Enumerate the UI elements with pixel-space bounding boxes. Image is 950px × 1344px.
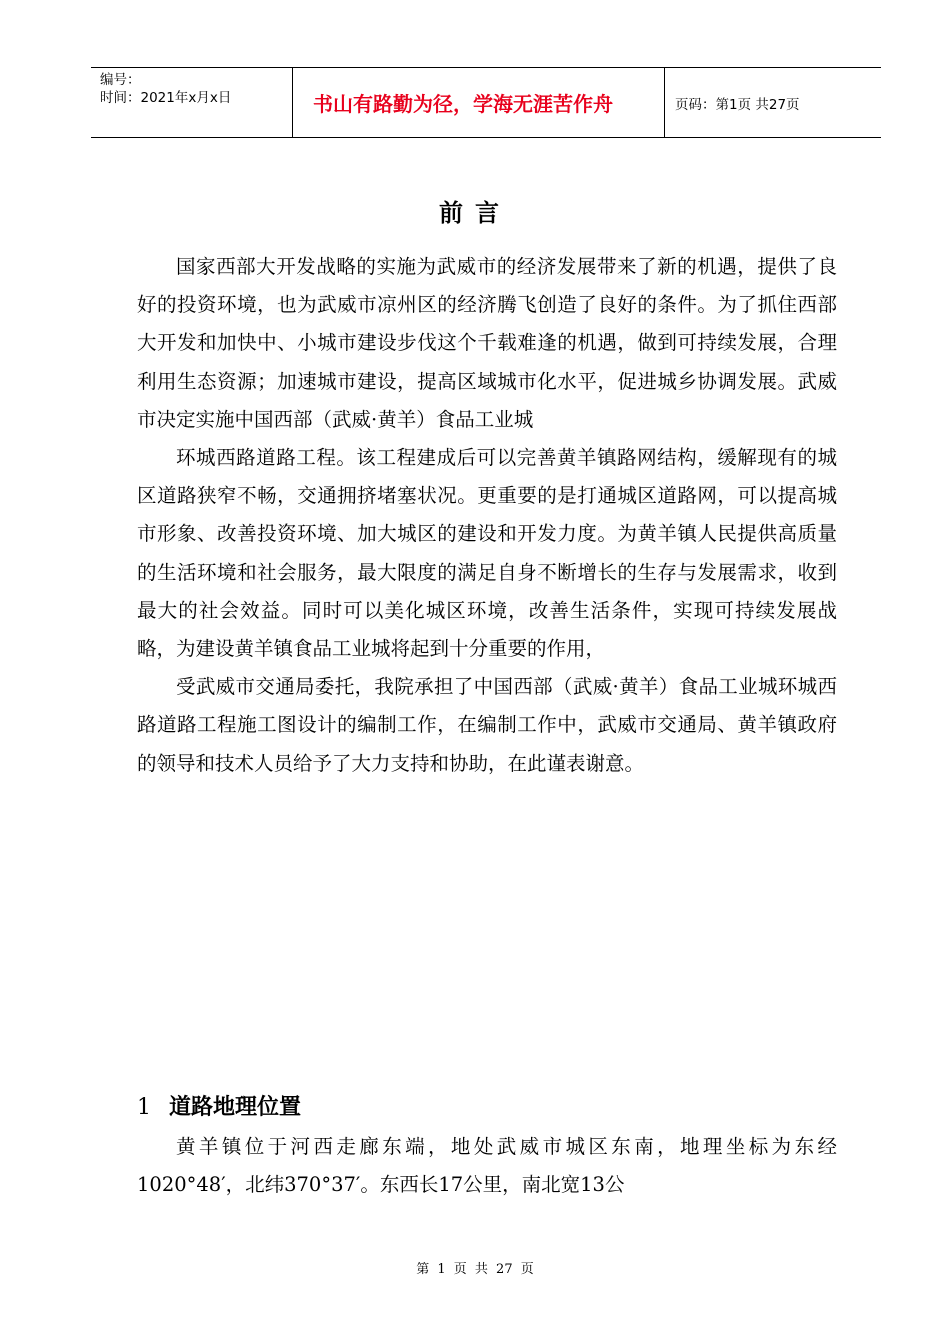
page-footer: 第 1 页 共 27 页 bbox=[416, 1262, 534, 1277]
paragraph: 国家西部大开发战略的实施为武威市的经济发展带来了新的机遇，提供了良好的投资环境，也为武威市凉州区的经济腾飞创造了良好的条件。为了抓住西部大开发和加快中、小城市建设步伐这个千载难逢的机遇，做到可持续发展，合理利用生态资源；加速城市建设，提高区域城市化水平，促进城乡协调发展。武威市决定实施中国西部（武威·黄羊）食品工业城 bbox=[137, 255, 837, 431]
section-title: 道路地理位置 bbox=[169, 1094, 302, 1120]
paragraph: 环城西路道路工程。该工程建成后可以完善黄羊镇路网结构，缓解现有的城区道路狭窄不畅，交通拥挤堵塞状况。更重要的是打通城区道路网，可以提高城市形象、改善投资环境、加大城区的建设和开发力度。为黄羊镇人民提供高质量的生活环境和社会服务，最大限度的满足自身不断增长的生存与发展需求，收到最大的社会效益。同时可以美化城区环境，改善生活条件，实现可持续发展战略，为建设黄羊镇食品工业城将起到十分重要的作用， bbox=[137, 446, 837, 661]
document-time-label: 时间：2021年x月x日 bbox=[100, 90, 232, 106]
section-heading bbox=[137, 1090, 301, 1121]
document-number-label: 编号： bbox=[100, 72, 141, 88]
header-motto: 书山有路勤为径，学海无涯苦作舟 bbox=[293, 68, 665, 137]
section-body bbox=[137, 1128, 837, 1204]
page-header bbox=[91, 67, 881, 138]
header-page-info: 页码：第1页 共27页 bbox=[675, 96, 800, 113]
header-meta bbox=[91, 68, 293, 137]
document-title: 前言 bbox=[439, 198, 511, 227]
paragraph: 受武威市交通局委托，我院承担了中国西部（武威·黄羊）食品工业城环城西路道路工程施工图设计的编制工作，在编制工作中，武威市交通局、黄羊镇政府的领导和技术人员给予了大力支持和协助，在此谨表谢意。 bbox=[137, 675, 837, 775]
section-number: 1 bbox=[137, 1095, 151, 1120]
preface-body bbox=[137, 248, 837, 783]
paragraph: 黄羊镇位于河西走廊东端，地处武威市城区东南，地理坐标为东经1020°48′，北纬370°37′。东西长17公里，南北宽13公 bbox=[137, 1135, 837, 1196]
